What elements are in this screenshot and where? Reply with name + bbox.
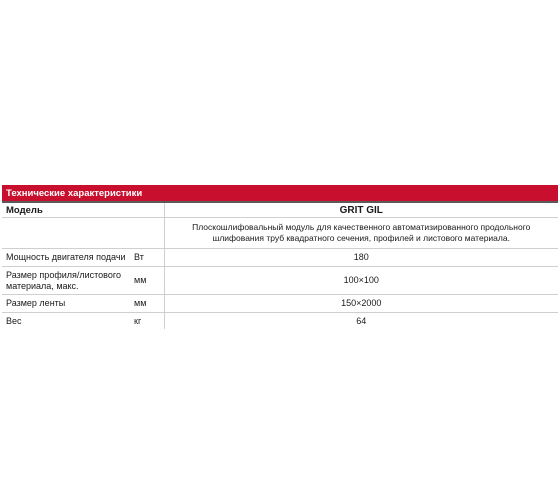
row-label: Мощность двигателя подачи <box>2 249 130 267</box>
row-value: 100×100 <box>164 267 558 295</box>
row-value: 64 <box>164 313 558 330</box>
model-label: Модель <box>2 202 130 218</box>
row-value: 150×2000 <box>164 295 558 313</box>
row-unit: Вт <box>130 249 164 267</box>
row-unit: мм <box>130 295 164 313</box>
row-label: Размер ленты <box>2 295 130 313</box>
row-label: Вес <box>6 315 22 326</box>
description-label-cell <box>2 218 130 249</box>
spec-table <box>2 185 558 329</box>
model-description: Плоскошлифовальный модуль для качественного автоматизированного продольного шлифования труб квадратного сечения, профилей и листового материала. <box>164 218 558 249</box>
row-unit: мм <box>130 267 164 295</box>
row-unit: кг <box>134 315 142 326</box>
model-unit-cell <box>130 202 164 218</box>
row-value: 180 <box>164 249 558 267</box>
spec-table-title-row <box>2 185 558 202</box>
table-row <box>2 313 558 330</box>
table-row <box>2 249 558 267</box>
row-label: Размер профиля/листового материала, макс. <box>2 267 130 295</box>
description-row <box>2 218 558 249</box>
model-name: GRIT GIL <box>164 202 558 218</box>
table-row <box>2 295 558 313</box>
spec-table-title: Технические характеристики <box>2 185 558 202</box>
table-row <box>2 267 558 295</box>
model-row <box>2 202 558 218</box>
description-unit-cell <box>130 218 164 249</box>
